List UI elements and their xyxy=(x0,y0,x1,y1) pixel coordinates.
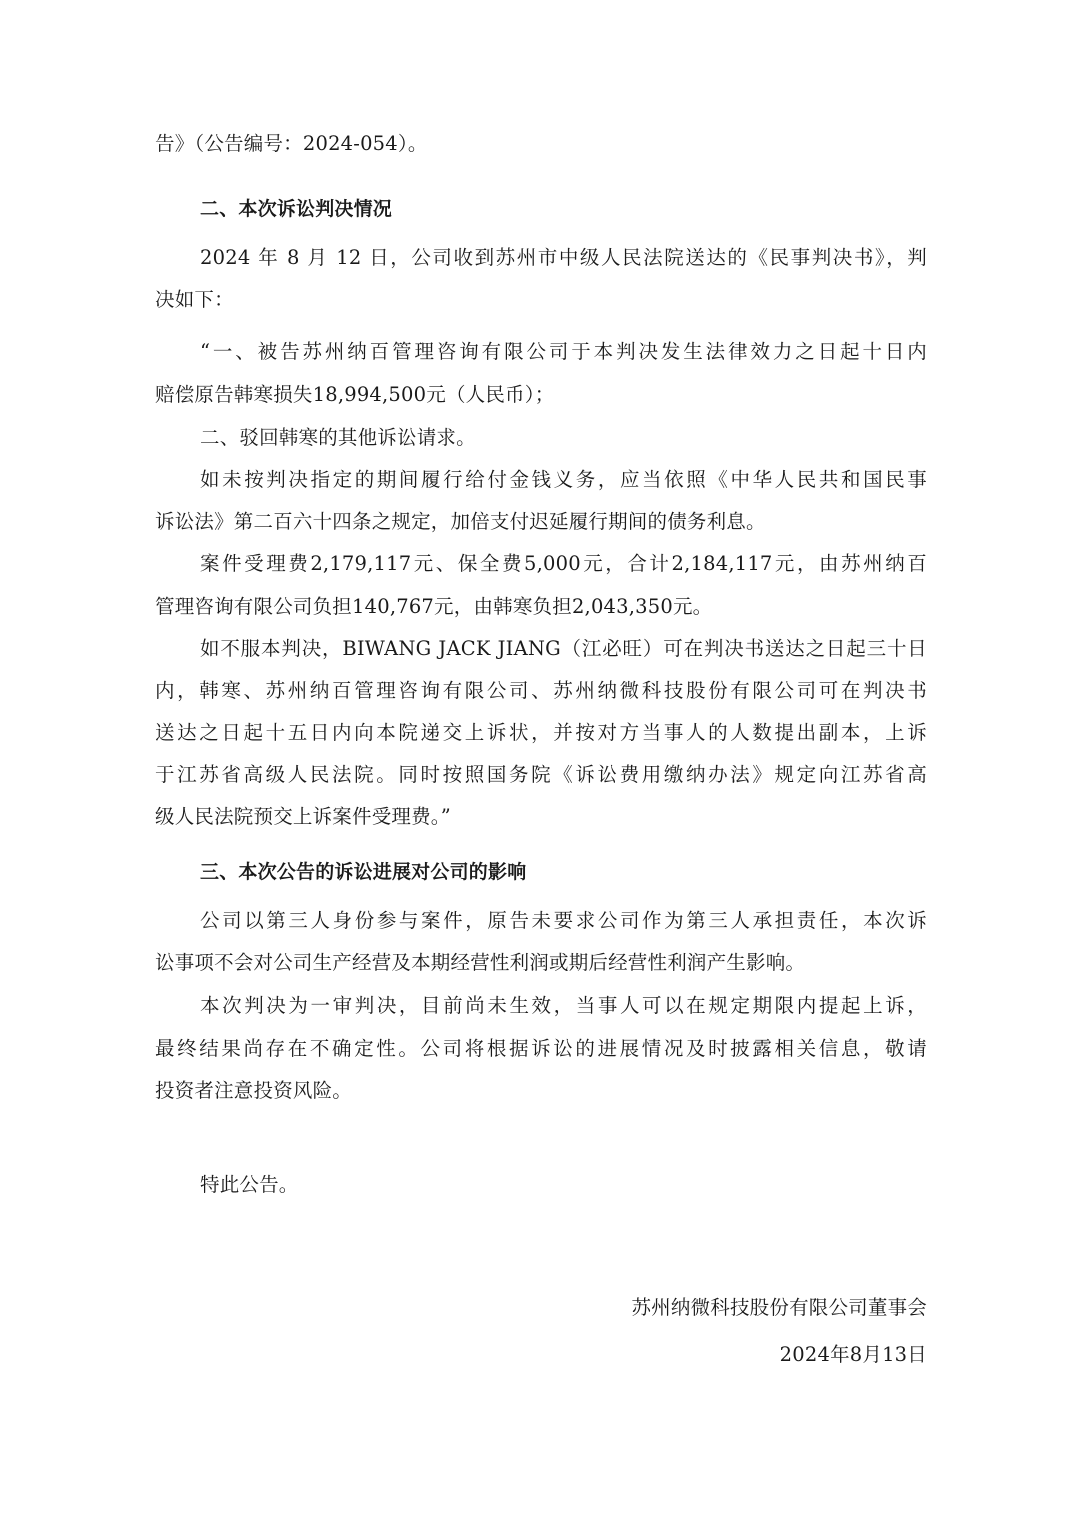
quote5-line5: 级人民法院预交上诉案件受理费。” xyxy=(155,805,451,828)
signature-date: 2024年8月13日 xyxy=(779,1343,927,1366)
section3-p1-line1: 公司以第三人身份参与案件，原告未要求公司作为第三人承担责任，本次诉 xyxy=(200,909,927,932)
quote5-line2: 内，韩寒、苏州纳百管理咨询有限公司、苏州纳微科技股份有限公司可在判决书 xyxy=(155,679,927,702)
quote5-line1: 如不服本判决，BIWANG JACK JIANG（江必旺）可在判决书送达之日起三十日 xyxy=(200,637,927,660)
quote4-line1: 案件受理费2,179,117元、保全费5,000元，合计2,184,117元，由苏州纳百 xyxy=(200,552,927,575)
section3-p1-line2: 讼事项不会对公司生产经营及本期经营性利润或期后经营性利润产生影响。 xyxy=(155,951,806,974)
quote5-line4: 于江苏省高级人民法院。同时按照国务院《诉讼费用缴纳办法》规定向江苏省高 xyxy=(155,763,927,786)
quote1-line1: “一、被告苏州纳百管理咨询有限公司于本判决发生法律效力之日起十日内 xyxy=(200,340,927,363)
section2-p1-line2: 决如下： xyxy=(155,288,234,311)
intro-tail-line: 告》（公告编号：2024-054）。 xyxy=(155,132,428,155)
section2-heading: 二、本次诉讼判决情况 xyxy=(200,198,393,220)
quote4-line2: 管理咨询有限公司负担140,767元，由韩寒负担2,043,350元。 xyxy=(155,595,713,618)
section3-heading: 三、本次公告的诉讼进展对公司的影响 xyxy=(200,861,527,883)
quote5-line3: 送达之日起十五日内向本院递交上诉状，并按对方当事人的人数提出副本，上诉 xyxy=(155,721,927,744)
section3-p2-line2: 最终结果尚存在不确定性。公司将根据诉讼的进展情况及时披露相关信息，敬请 xyxy=(155,1037,927,1060)
quote2-line: 二、驳回韩寒的其他诉讼请求。 xyxy=(200,426,476,449)
quote3-line1: 如未按判决指定的期间履行给付金钱义务，应当依照《中华人民共和国民事 xyxy=(200,468,927,491)
section3-p2-line3: 投资者注意投资风险。 xyxy=(155,1079,353,1102)
section2-p1-line1: 2024 年 8 月 12 日，公司收到苏州市中级人民法院送达的《民事判决书》，判 xyxy=(200,246,927,269)
section3-p2-line1: 本次判决为一审判决，目前尚未生效，当事人可以在规定期限内提起上诉， xyxy=(200,994,927,1017)
quote3-line2: 诉讼法》第二百六十四条之规定，加倍支付迟延履行期间的债务利息。 xyxy=(155,510,766,533)
quote1-line2: 赔偿原告韩寒损失18,994,500元（人民币）； xyxy=(155,383,555,406)
signature-company: 苏州纳微科技股份有限公司董事会 xyxy=(631,1296,927,1319)
closing-text: 特此公告。 xyxy=(200,1173,299,1196)
